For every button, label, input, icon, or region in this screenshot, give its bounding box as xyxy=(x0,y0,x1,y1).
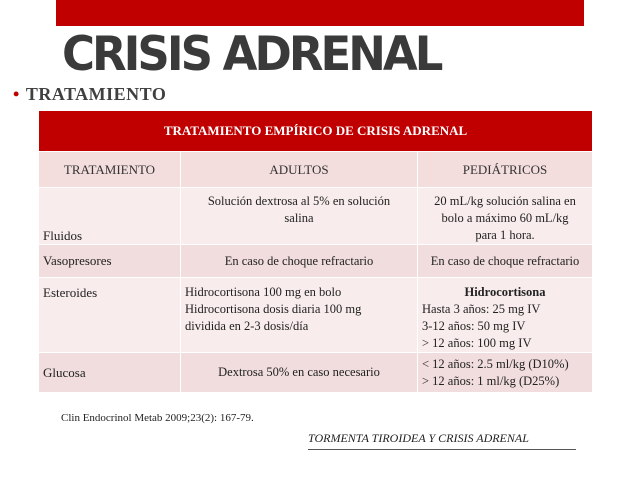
footer-divider xyxy=(308,449,576,450)
cell-line: 3-12 años: 50 mg IV xyxy=(422,319,526,333)
cell-subtitle: Hidrocortisona xyxy=(464,285,546,299)
cell-pediatricos xyxy=(418,353,593,393)
bullet-icon: • xyxy=(13,84,20,104)
cell-adultos xyxy=(181,188,418,245)
treatment-table xyxy=(38,110,593,393)
citation: Clin Endocrinol Metab 2009;23(2): 167-79. xyxy=(61,412,254,424)
bullet-item xyxy=(13,84,166,105)
cell-line: 20 mL/kg solución salina en xyxy=(434,194,576,208)
header-tratamiento: TRATAMIENTO xyxy=(39,152,181,188)
table-row xyxy=(39,353,593,393)
footer-text: TORMENTA TIROIDEA Y CRISIS ADRENAL xyxy=(308,431,529,445)
bullet-text: TRATAMIENTO xyxy=(25,84,167,104)
table-caption-row xyxy=(39,111,593,152)
row-name: Vasopresores xyxy=(39,245,181,278)
top-accent-bar xyxy=(56,0,584,26)
cell-line: Hidrocortisona dosis diaria 100 mg xyxy=(185,302,362,316)
cell-line: salina xyxy=(284,211,314,225)
cell-line: Hidrocortisona 100 mg en bolo xyxy=(185,285,342,299)
cell-line: Hasta 3 años: 25 mg IV xyxy=(422,302,541,316)
cell-adultos: Dextrosa 50% en caso necesario xyxy=(181,353,418,393)
row-name: Fluidos xyxy=(39,188,181,245)
table-header-row xyxy=(39,152,593,188)
cell-adultos xyxy=(181,278,418,353)
cell-line: bolo a máximo 60 mL/kg xyxy=(441,211,569,225)
cell-pediatricos: En caso de choque refractario xyxy=(418,245,593,278)
header-pediatricos: PEDIÁTRICOS xyxy=(418,152,593,188)
cell-pediatricos xyxy=(418,278,593,353)
cell-line: > 12 años: 100 mg IV xyxy=(422,336,532,350)
cell-line: para 1 hora. xyxy=(475,228,535,242)
row-name: Glucosa xyxy=(39,353,181,393)
cell-adultos: En caso de choque refractario xyxy=(181,245,418,278)
table-row xyxy=(39,278,593,353)
cell-line: < 12 años: 2.5 ml/kg (D10%) xyxy=(422,356,569,371)
cell-line: Solución dextrosa al 5% en solución xyxy=(207,194,391,208)
header-adultos: ADULTOS xyxy=(181,152,418,188)
cell-pediatricos xyxy=(418,188,593,245)
cell-line: > 12 años: 1 ml/kg (D25%) xyxy=(422,373,560,388)
table-row xyxy=(39,245,593,278)
table-row xyxy=(39,188,593,245)
table-caption: TRATAMIENTO EMPÍRICO DE CRISIS ADRENAL xyxy=(39,111,593,152)
row-name: Esteroides xyxy=(39,278,181,353)
cell-line: dividida en 2-3 dosis/día xyxy=(185,319,309,333)
slide-title: CRISIS ADRENAL xyxy=(62,26,441,82)
